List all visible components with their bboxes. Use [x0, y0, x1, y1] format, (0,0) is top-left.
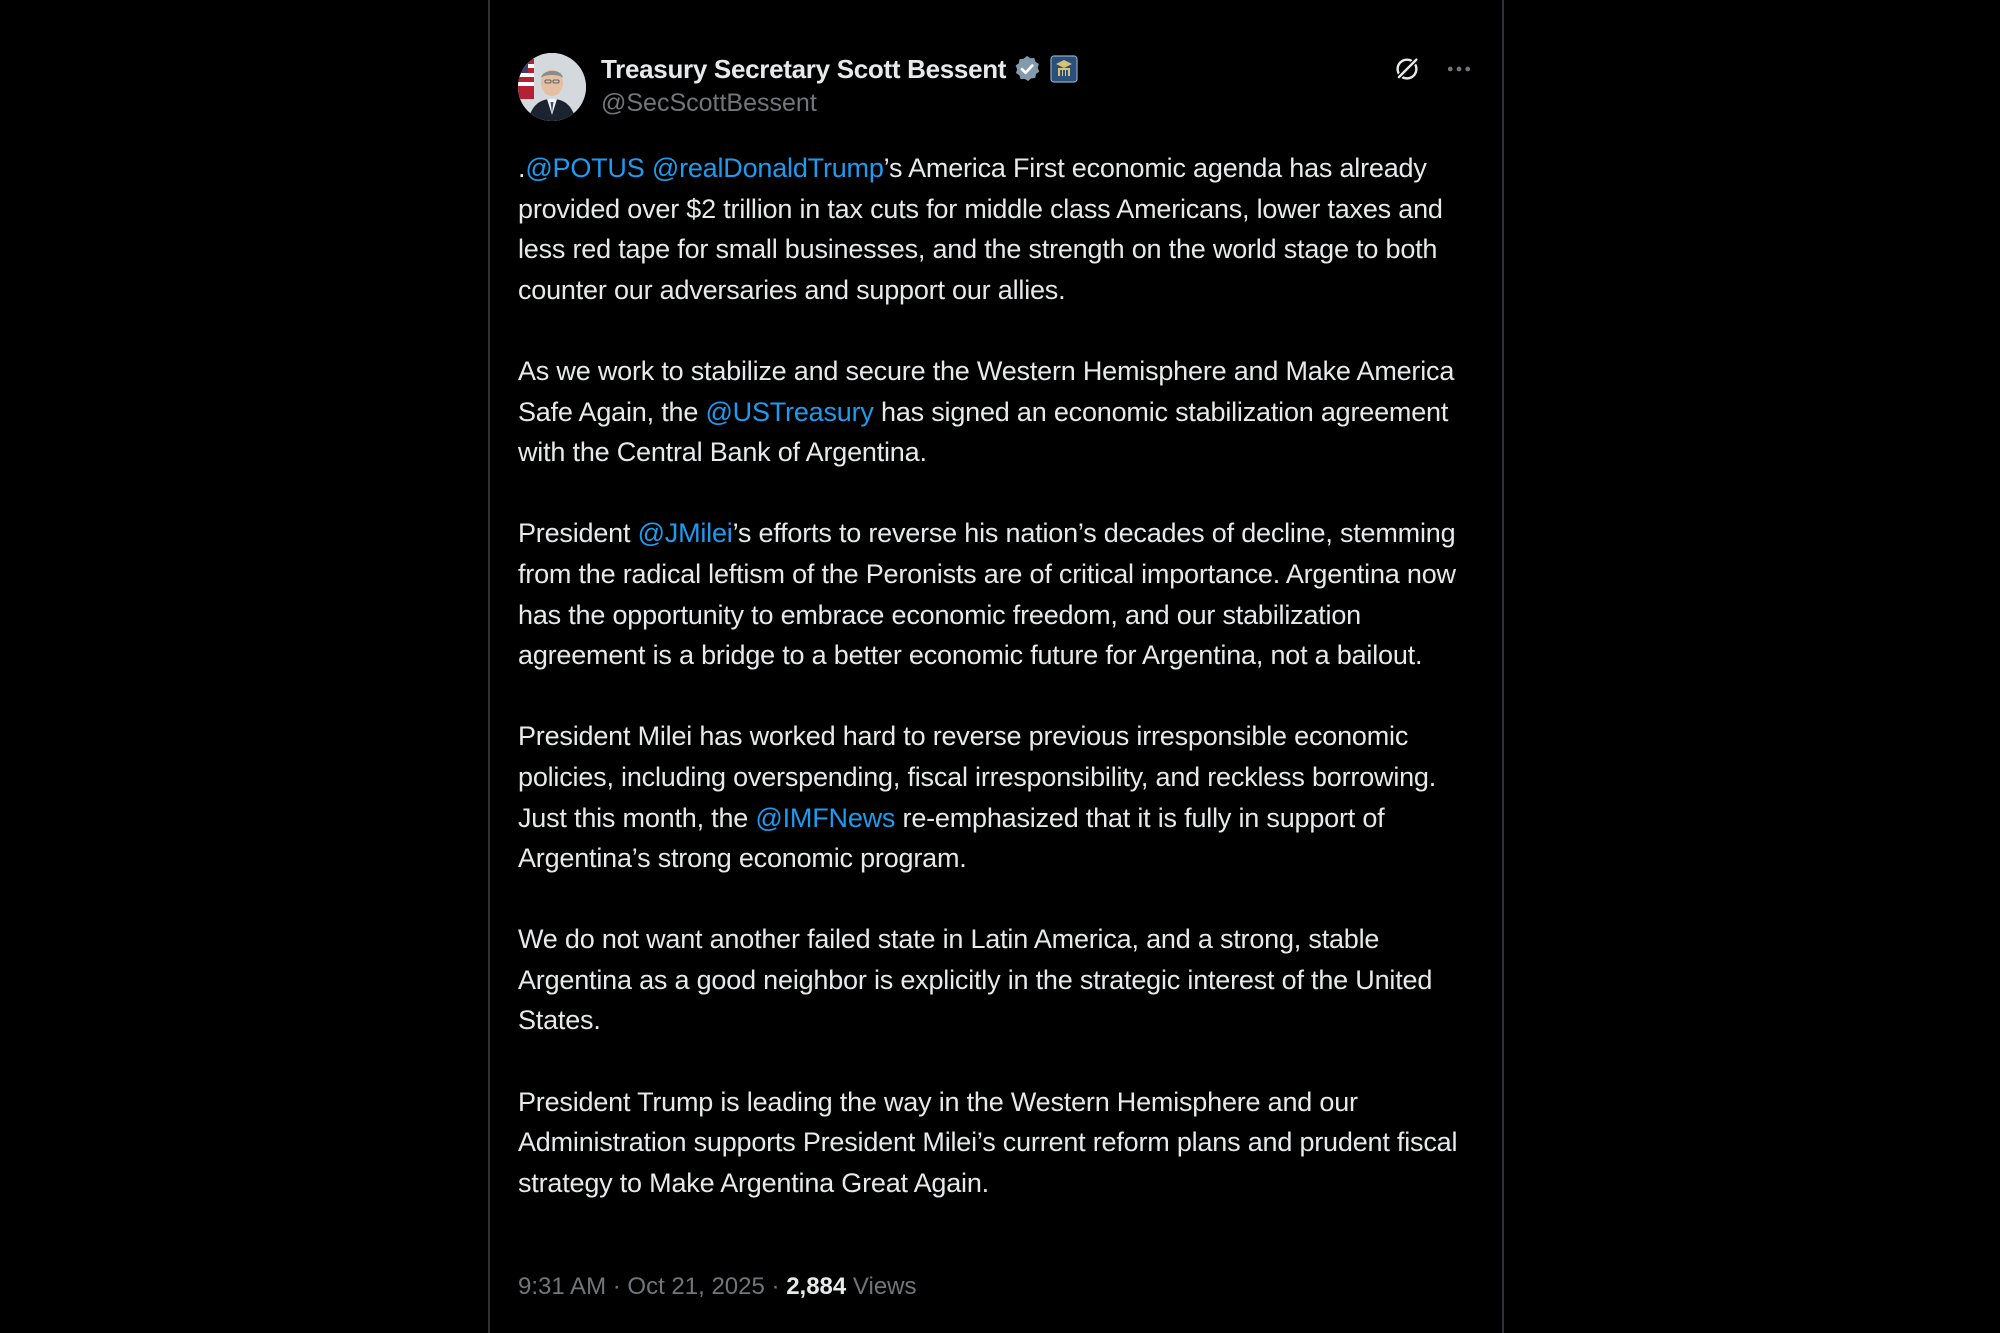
mention-link[interactable]: @USTreasury	[705, 396, 874, 427]
views-count: 2,884	[786, 1273, 847, 1300]
tweet-column	[488, 0, 1504, 1333]
tweet-text-segment: As we work to stabilize and secure the Western Hemisphere and Make America Safe Again, the	[518, 355, 1455, 427]
meta-separator: ·	[612, 1273, 621, 1300]
mention-link[interactable]: @POTUS	[525, 153, 645, 183]
tweet-paragraph	[518, 716, 1480, 878]
mention-link[interactable]: @realDonaldTrump	[651, 153, 884, 183]
tweet-text-segment: ’s efforts to reverse his nation’s decades of decline, stemming from the radical leftism of the Peronists are of critical importance. Argentina now has the opportunity to embrace economic freedom, and our stabilization agreement is a bridge to a better economic future for Argentina, not a bailout.	[518, 518, 1456, 671]
tweet-text	[518, 148, 1480, 1203]
tweet-actions	[1390, 52, 1476, 86]
tweet-paragraph	[518, 1082, 1480, 1204]
tweet-text-segment: President Milei has worked hard to reverse previous irresponsible economic policies, including overspending, fiscal irresponsibility, and reckless borrowing. Just this month, the	[518, 721, 1437, 833]
grok-icon[interactable]	[1390, 52, 1424, 86]
tweet-paragraph	[518, 513, 1480, 675]
mention-link[interactable]: @IMFNews	[755, 802, 896, 833]
views-label: Views	[852, 1273, 917, 1300]
tweet-text-segment	[645, 153, 652, 183]
tweet-text-segment: .	[518, 153, 526, 183]
treasury-seal-icon[interactable]	[1050, 55, 1078, 83]
tweet-meta	[518, 1273, 917, 1301]
tweet-text-segment: has signed an economic stabilization agreement with the Central Bank of Argentina.	[518, 396, 1449, 468]
avatar[interactable]	[518, 53, 586, 121]
tweet-paragraph	[518, 351, 1480, 473]
more-options-icon[interactable]	[1442, 52, 1476, 86]
tweet-text-segment: President Trump is leading the way in the Western Hemisphere and our Administration supports President Milei’s current reform plans and prudent fiscal strategy to Make Argentina Great Again.	[518, 1086, 1458, 1198]
mention-link[interactable]: @JMilei	[637, 518, 733, 549]
author-display-name[interactable]: Treasury Secretary Scott Bessent	[601, 53, 1007, 84]
tweet-text-segment: President	[518, 518, 638, 549]
tweet-text-segment: re-emphasized that it is fully in support of Argentina’s strong economic program.	[518, 802, 1385, 874]
tweet-text-segment: ’s America First economic agenda has already provided over $2 trillion in tax cuts for middle class Americans, lower taxes and less red tape for small businesses, and the strength on the world stage to both counter our adversaries and support our allies.	[518, 153, 1443, 305]
tweet-text-segment: We do not want another failed state in Latin America, and a strong, stable Argentina as a good neighbor is explicitly in the strategic interest of the United States.	[518, 924, 1433, 1036]
tweet-paragraph	[518, 148, 1480, 310]
avatar-photo	[518, 53, 586, 121]
meta-separator: ·	[771, 1273, 780, 1300]
author-handle[interactable]: @SecScottBessent	[601, 89, 817, 117]
tweet-paragraph	[518, 919, 1480, 1041]
author-name-row[interactable]	[601, 52, 1078, 86]
tweet-time[interactable]: 9:31 AM	[518, 1273, 607, 1300]
tweet-date[interactable]: Oct 21, 2025	[627, 1273, 765, 1300]
verified-badge-icon[interactable]	[1012, 54, 1042, 84]
